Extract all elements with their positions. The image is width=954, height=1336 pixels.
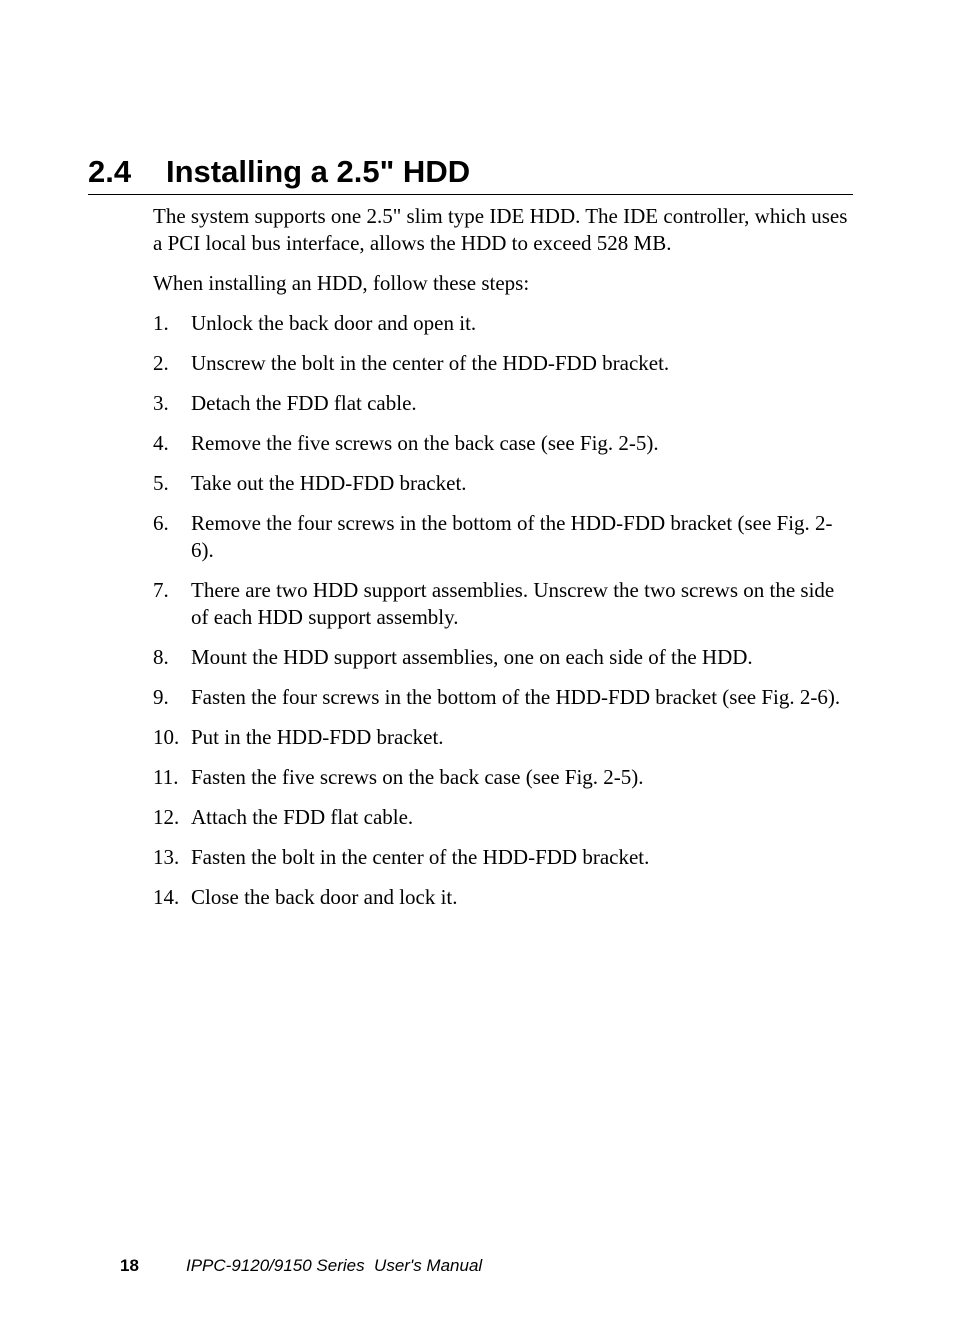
step-item [153,310,853,337]
step-item [153,470,853,497]
step-text: Unlock the back door and open it. [191,311,477,335]
page-number: 18 [120,1256,139,1275]
step-text: Mount the HDD support assemblies, one on each side of the HDD. [191,645,753,669]
step-item [153,684,853,711]
step-item [153,644,853,671]
step-number: 4. [153,431,169,455]
step-item [153,390,853,417]
step-text: Unscrew the bolt in the center of the HDD-FDD bracket. [191,351,670,375]
step-text: There are two HDD support assemblies. Unscrew the two screws on the side of each HDD support assembly. [191,578,835,629]
step-item [153,510,853,564]
step-item [153,804,853,831]
step-text: Fasten the four screws in the bottom of the HDD-FDD bracket (see Fig. 2-6). [191,685,841,709]
step-text: Put in the HDD-FDD bracket. [191,725,444,749]
step-number: 8. [153,645,169,669]
step-text: Fasten the bolt in the center of the HDD-FDD bracket. [191,845,650,869]
step-item [153,844,853,871]
manual-title: IPPC-9120/9150 Series User's Manual [186,1256,483,1275]
intro-paragraph: The system supports one 2.5" slim type IDE HDD. The IDE controller, which uses a PCI local bus interface, allows the HDD to exceed 528 MB. [153,204,848,255]
step-item [153,724,853,751]
section-title: Installing a 2.5" HDD [166,154,471,189]
step-number: 11. [153,765,179,789]
step-number: 10. [153,725,180,749]
step-number: 13. [153,845,180,869]
step-item [153,764,853,791]
section-number: 2.4 [88,154,132,189]
step-text: Remove the five screws on the back case (see Fig. 2-5). [191,431,659,455]
step-number: 5. [153,471,169,495]
step-item [153,350,853,377]
section-heading [88,150,853,195]
steps-intro: When installing an HDD, follow these steps: [153,271,530,295]
step-item [153,884,853,911]
step-text: Detach the FDD flat cable. [191,391,417,415]
step-text: Close the back door and lock it. [191,885,458,909]
steps-list [153,310,853,911]
step-number: 2. [153,351,169,375]
step-text: Attach the FDD flat cable. [191,805,414,829]
step-text: Fasten the five screws on the back case (see Fig. 2-5). [191,765,644,789]
step-number: 7. [153,578,169,602]
step-number: 3. [153,391,169,415]
step-number: 12. [153,805,180,829]
step-number: 14. [153,885,180,909]
step-item [153,577,853,631]
step-item [153,430,853,457]
step-text: Remove the four screws in the bottom of the HDD-FDD bracket (see Fig. 2-6). [191,511,833,562]
body-content [153,203,853,924]
step-number: 6. [153,511,169,535]
page-footer [120,1255,482,1277]
step-number: 1. [153,311,169,335]
step-number: 9. [153,685,169,709]
step-text: Take out the HDD-FDD bracket. [191,471,467,495]
